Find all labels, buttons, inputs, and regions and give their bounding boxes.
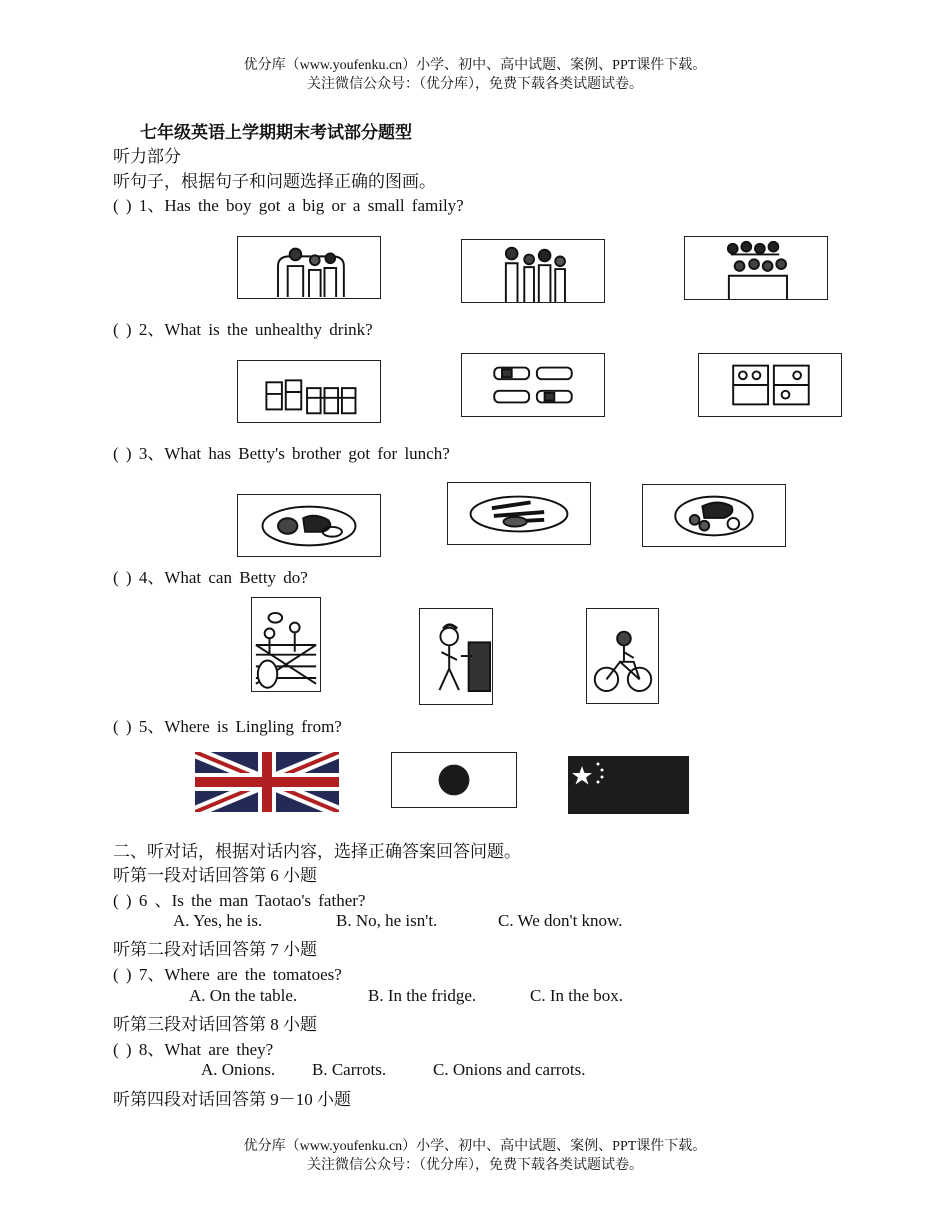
question-6: ( ) 6 、Is the man Taotao's father?: [113, 891, 366, 910]
japan-flag[interactable]: [391, 752, 517, 808]
q6-option-c[interactable]: C. We don't know.: [498, 911, 623, 930]
footer-line-2: 关注微信公众号：（优分库），免费下载各类试题试卷。: [307, 1158, 643, 1173]
question-3: ( ) 3、What has Betty's brother got for lunch?: [113, 444, 450, 463]
big-family-picture[interactable]: [684, 236, 828, 300]
dialogue-1-label: 听第一段对话回答第 6 小题: [113, 866, 317, 885]
q6-option-a[interactable]: A. Yes, he is.: [173, 911, 263, 930]
section-2-heading: 二、听对话，根据对话内容，选择正确答案回答问题。: [113, 842, 521, 861]
dialogue-4-label: 听第四段对话回答第 9－10 小题: [113, 1090, 351, 1109]
section-1-instruction: 听句子，根据句子和问题选择正确的图画。: [113, 172, 436, 191]
question-5: ( ) 5、Where is Lingling from?: [113, 717, 342, 736]
question-7: ( ) 7、Where are the tomatoes?: [113, 965, 342, 984]
small-family-picture[interactable]: [237, 236, 381, 299]
juice-cartons-picture[interactable]: [237, 360, 381, 423]
header-line-2: 关注微信公众号：（优分库），免费下载各类试题试卷。: [307, 77, 643, 92]
china-flag[interactable]: [568, 756, 689, 814]
header-line-1: 优分库（www.youfenku.cn）小学、初中、高中试题、案例、PPT课件下载。: [243, 58, 707, 73]
footer-line-1: 优分库（www.youfenku.cn）小学、初中、高中试题、案例、PPT课件下载。: [243, 1139, 707, 1154]
q7-option-a[interactable]: A. On the table.: [189, 986, 298, 1005]
section-1-heading: 听力部分: [113, 147, 181, 166]
cola-bottles-picture[interactable]: [461, 353, 605, 417]
uk-flag[interactable]: [195, 752, 339, 812]
question-8: ( ) 8、What are they?: [113, 1040, 274, 1059]
q7-option-b[interactable]: B. In the fridge.: [368, 986, 477, 1005]
dialogue-2-label: 听第二段对话回答第 7 小题: [113, 940, 317, 959]
sausages-plate-picture[interactable]: [447, 482, 591, 545]
steak-plate-picture[interactable]: [642, 484, 786, 547]
q8-option-c[interactable]: C. Onions and carrots.: [433, 1060, 586, 1079]
q7-option-c[interactable]: C. In the box.: [530, 986, 624, 1005]
meat-plate-picture[interactable]: [237, 494, 381, 557]
q6-option-b[interactable]: B. No, he isn't.: [336, 911, 438, 930]
medium-family-picture[interactable]: [461, 239, 605, 303]
page-title: 七年级英语上学期期末考试部分题型: [140, 123, 412, 142]
question-2: ( ) 2、What is the unhealthy drink?: [113, 320, 373, 339]
q8-option-b[interactable]: B. Carrots.: [312, 1060, 387, 1079]
tennis-picture[interactable]: [251, 597, 321, 692]
q8-option-a[interactable]: A. Onions.: [201, 1060, 276, 1079]
piano-picture[interactable]: [419, 608, 493, 705]
question-4: ( ) 4、What can Betty do?: [113, 568, 308, 587]
bike-picture[interactable]: [586, 608, 659, 704]
dialogue-3-label: 听第三段对话回答第 8 小题: [113, 1015, 317, 1034]
question-1: ( ) 1、Has the boy got a big or a small family?: [113, 196, 464, 215]
drink-shelf-picture[interactable]: [698, 353, 842, 417]
